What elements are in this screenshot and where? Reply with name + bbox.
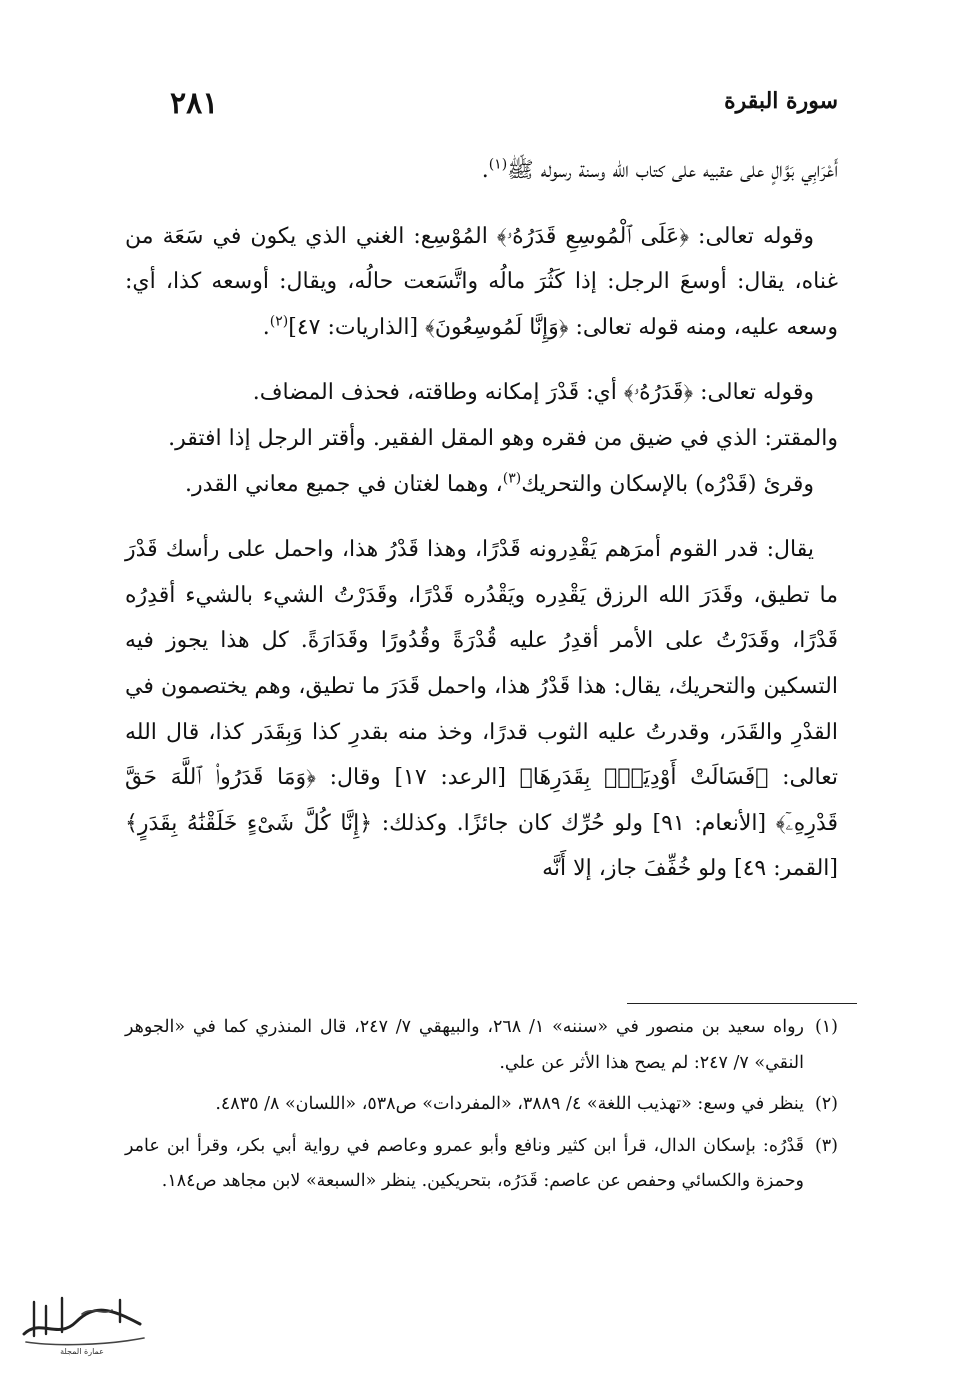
footnote-ref: (٣) bbox=[502, 470, 522, 487]
logo-caption: عمارة المجلة bbox=[60, 1347, 104, 1356]
footnotes bbox=[125, 1010, 838, 1206]
text-run: وقوله تعالى: bbox=[688, 223, 814, 249]
quran-verse: ﴿قَدَرُهُۥ﴾ bbox=[623, 380, 694, 406]
text-run: أي: قَدْرَ إمكانه وطاقته، فحذف المضاف. bbox=[252, 380, 624, 406]
paragraph bbox=[125, 527, 838, 892]
footnote-number: (١) bbox=[814, 1017, 838, 1037]
text-run: أَعْرَابِي بَوَّالٍ على عقبيه على كتاب الله وسنة رسوله ﷺ bbox=[507, 158, 838, 183]
text-run: والمقتر: الذي في ضيق من فقره وهو المقل الفقير. وأقتر الرجل إذا افتقر. bbox=[168, 425, 838, 451]
footnote-ref: (٢) bbox=[269, 313, 289, 330]
text-run: ، وهما لغتان في جميع معاني القدر. bbox=[185, 471, 503, 497]
text-run: [القمر: ٤٩] ولو خُفِّفَ جاز، إلا أَنَّه bbox=[542, 856, 838, 882]
quran-verse: ﴿وَمَا قَدَرُوا۟ ٱللَّهَ حَقَّ قَدْرِهِۦٓ﴾ bbox=[125, 765, 839, 836]
footnote bbox=[125, 1010, 838, 1081]
paragraph bbox=[125, 462, 838, 508]
paragraph bbox=[125, 214, 838, 351]
footnote-separator bbox=[627, 1003, 857, 1004]
text-run: يقال: قدر القوم أمرَهم يَقْدِرونه قَدْرًا، وهذا قَدْرُ هذا، واحمل على رأسك قَدْرَ ما تطيق، وقَدَرَ الله الرزق يَقْدِره ويَقْدُره قَدْرًا، وقَدَرْتُ الشيء بالشيء أقدِرُه قَدْرًا، وقَدَرْتُ على الأمر أقدِرُ عليه قُدْرَةً وقُدُورًا وقَدَارَةً. كل هذا يجوز فيه التسكين والتحريك، يقال: هذا قَدْرُ هذا، واحمل قَدَرَ ما تطيق، وهم يختصمون في القدْرِ والقَدَر، وقدرتُ عليه الثوب قدرًا، وخذ منه بقدرِ كذا وَبِقَدَر كذا، قال الله تعالى: bbox=[125, 537, 838, 791]
page-header bbox=[170, 86, 838, 126]
text-run: [الرعد: ١٧] وقال: bbox=[315, 765, 520, 791]
footnote-text: ينظر في وسع: «تهذيب اللغة» ٤/ ٣٨٨٩، «المفردات» ص٥٣٨، «اللسان» ٨/ ٤٨٣٥. bbox=[215, 1094, 804, 1114]
footnote-text: رواه سعيد بن منصور في «سننه» ١/ ٢٦٨، والبيهقي ٧/ ٢٤٧، قال المنذري كما في «الجوهر النقي» ٧/ ٢٤٧: لم يصح هذا الأثر عن علي. bbox=[125, 1017, 804, 1073]
text-run: المُوْسِع: الغني الذي يكون في سَعَة من غناه، يقال: أوسعَ الرجل: إذا كَثُرَ مالُه واتَّسَعت حالُه، ويقال: أوسعه كذا، أي: وسعه عليه، ومنه قوله تعالى: bbox=[125, 223, 838, 340]
text-run: . bbox=[262, 314, 270, 340]
paragraph bbox=[125, 148, 838, 194]
footnote bbox=[125, 1129, 838, 1200]
footnote-number: (٣) bbox=[814, 1135, 838, 1156]
footnote-number: (٢) bbox=[814, 1094, 838, 1114]
main-text bbox=[125, 148, 838, 912]
text-run: . bbox=[481, 158, 489, 183]
running-title: سورة البقرة bbox=[724, 88, 838, 114]
calligraphy-logo-icon bbox=[12, 1288, 152, 1358]
quran-verse: ﴿فَسَالَتْ أَوْدِيَةٌۢ بِقَدَرِهَا﴾ bbox=[519, 765, 769, 791]
paragraph bbox=[125, 370, 838, 416]
footnote-text: قَدْرُه: بإسكان الدال، قرأ ابن كثير ونافع وأبو عمرو وعاصم في رواية أبي بكر، وقرأ ابن عامر وحمزة والكسائي وحفص عن عاصم: قَدَرُه، بتحريكين. ينظر «السبعة» لابن مجاهد ص١٨٤. bbox=[125, 1135, 804, 1191]
text-run: وقرئ (قَدْرُه) بالإسكان والتحريك bbox=[521, 471, 814, 497]
text-run: [الأنعام: ٩١] ولو حُرِّك كان جائزًا. وكذلك: bbox=[372, 810, 776, 836]
paragraph bbox=[125, 416, 838, 462]
footnote bbox=[125, 1087, 838, 1123]
publisher-logo bbox=[12, 1288, 152, 1358]
page-number: ٢٨١ bbox=[170, 86, 219, 121]
quran-verse: ﴿وَإِنَّا لَمُوسِعُونَ﴾ bbox=[425, 314, 569, 340]
text-run: [الذاريات: ٤٧] bbox=[288, 314, 426, 340]
text-run: وقوله تعالى: bbox=[693, 380, 814, 406]
quran-verse: ﴿عَلَى ٱلْمُوسِعِ قَدَرُهُۥ﴾ bbox=[496, 223, 689, 249]
quran-verse: ﴿إِنَّا كُلَّ شَىْءٍ خَلَقْنَٰهُ بِقَدَرٍ﴾ bbox=[125, 810, 373, 836]
footnote-ref: (١) bbox=[488, 156, 508, 173]
